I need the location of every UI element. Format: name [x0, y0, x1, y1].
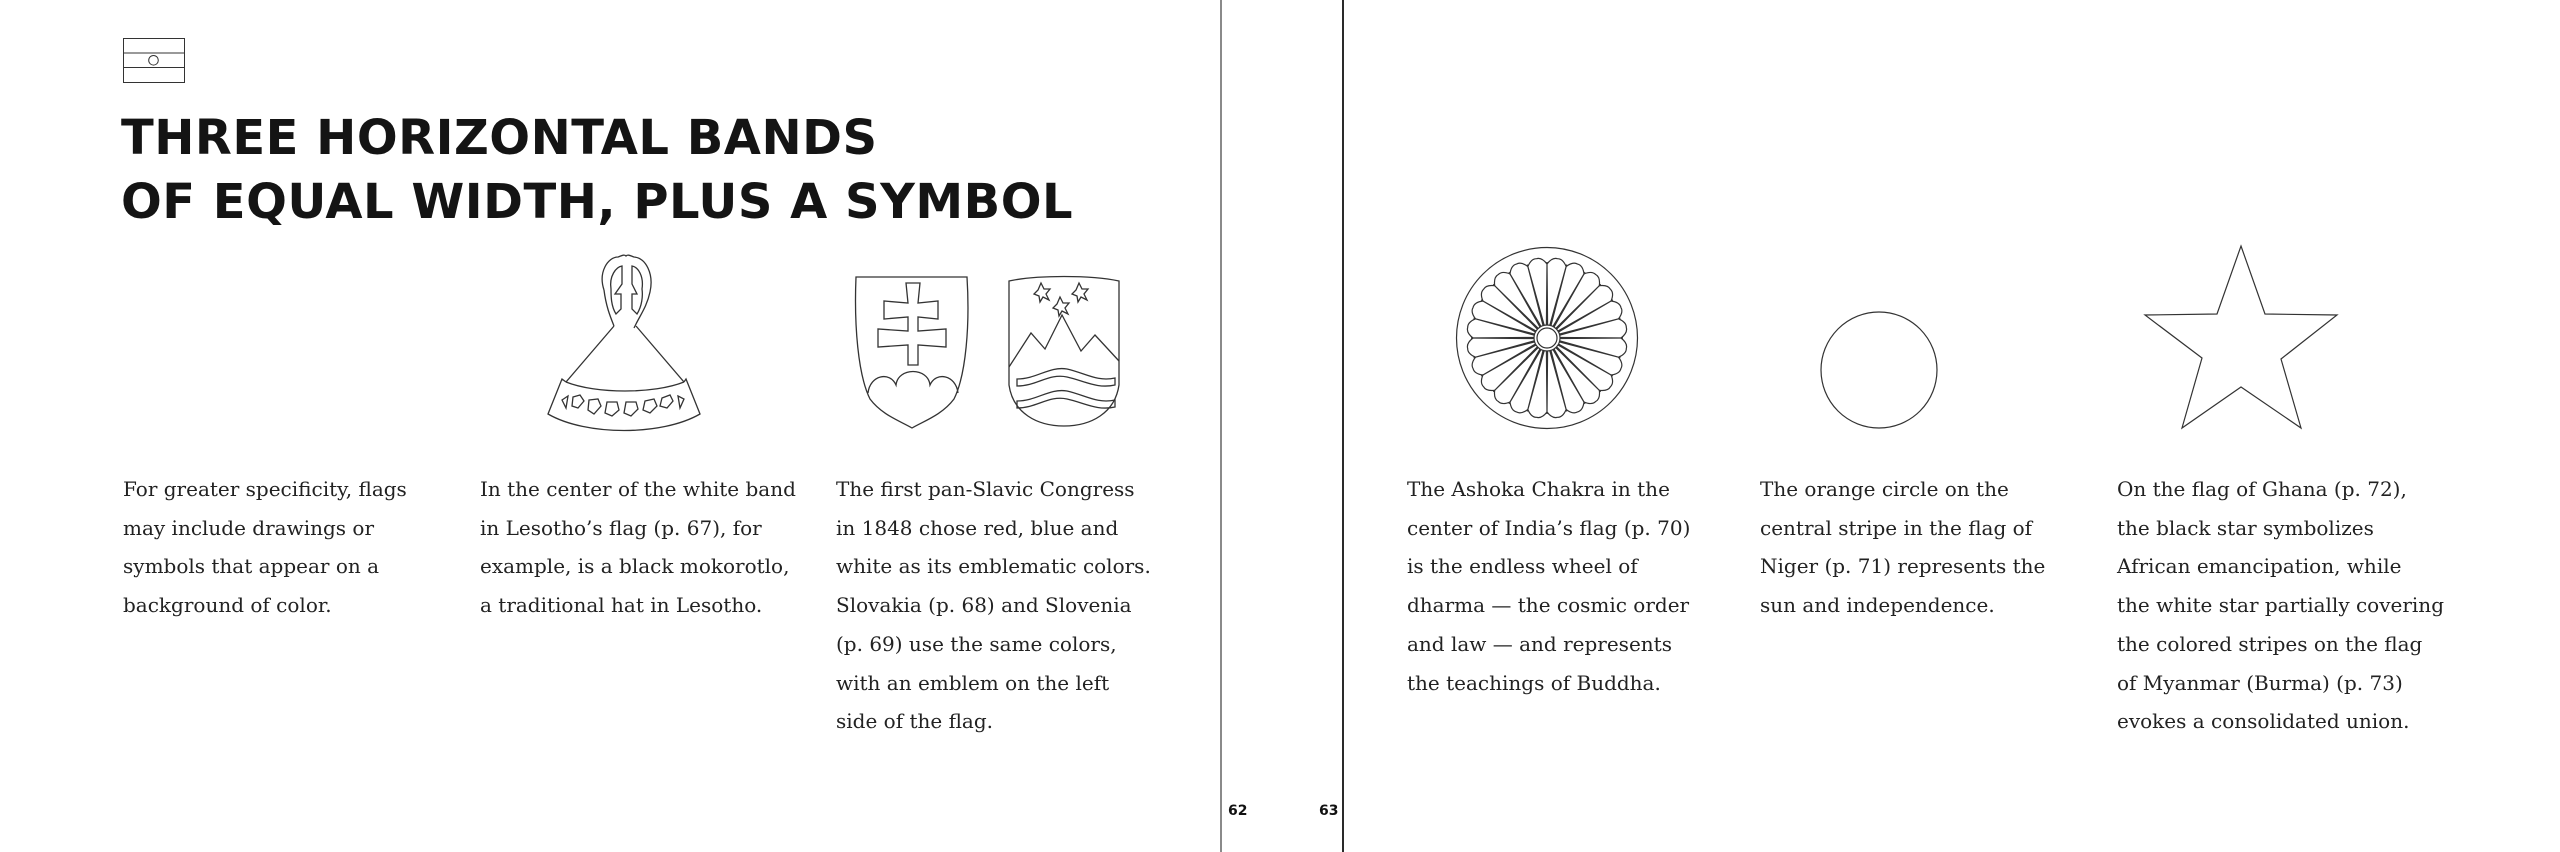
- text-line: In the center of the white band: [480, 477, 796, 501]
- text-line: dharma — the cosmic order: [1407, 593, 1690, 618]
- text-line: with an emblem on the left: [836, 670, 1110, 695]
- text-line: On the flag of Ghana (p. 72),: [2117, 477, 2407, 501]
- page-number-left: 62: [1228, 803, 1248, 819]
- star-icon: [2140, 240, 2340, 432]
- text-line: African emancipation, while: [2117, 554, 2402, 579]
- three-band-flag-with-circle-icon: [123, 38, 185, 83]
- circle-icon: [1820, 311, 1938, 429]
- text-line: sun and independence.: [1760, 593, 1995, 618]
- text-line: The orange circle on the: [1760, 477, 2009, 501]
- text-column-2: [480, 470, 815, 625]
- text-line: (p. 69) use the same colors,: [836, 631, 1117, 656]
- text-line: central stripe in the flag of: [1760, 515, 2033, 540]
- slovakia-coat-of-arms-icon: [854, 275, 970, 430]
- lesotho-mokorotlo-icon: [546, 254, 702, 434]
- text-line: of Myanmar (Burma) (p. 73): [2117, 670, 2403, 695]
- text-line: in Lesotho’s flag (p. 67), for: [480, 515, 762, 540]
- text-line: Slovakia (p. 68) and Slovenia: [836, 593, 1132, 618]
- text-line: the black star symbolizes: [2117, 515, 2374, 540]
- text-line: center of India’s flag (p. 70): [1407, 515, 1691, 540]
- text-line: and law — and represents: [1407, 631, 1672, 656]
- text-line: For greater specificity, flags: [123, 477, 407, 501]
- text-column-1: [123, 470, 458, 625]
- text-line: may include drawings or: [123, 515, 375, 540]
- title-line-1: THREE HORIZONTAL BANDS: [121, 110, 878, 166]
- page-title: [121, 106, 1073, 234]
- text-line: the white star partially covering: [2117, 593, 2444, 618]
- text-line: background of color.: [123, 593, 332, 618]
- text-line: the colored stripes on the flag: [2117, 631, 2423, 656]
- text-column-5: [1760, 470, 2095, 625]
- text-line: The first pan-Slavic Congress: [836, 477, 1135, 501]
- text-line: the teachings of Buddha.: [1407, 670, 1661, 695]
- page-number-right: 63: [1319, 803, 1339, 819]
- text-column-6: [2117, 470, 2452, 741]
- text-line: Niger (p. 71) represents the: [1760, 554, 2046, 579]
- text-line: evokes a consolidated union.: [2117, 709, 2410, 734]
- left-page-edge: [1220, 0, 1222, 852]
- title-line-2: OF EQUAL WIDTH, PLUS A SYMBOL: [121, 174, 1074, 230]
- text-line: white as its emblematic colors.: [836, 554, 1151, 579]
- text-column-4: [1407, 470, 1742, 702]
- text-line: is the endless wheel of: [1407, 554, 1638, 579]
- text-column-3: [836, 470, 1171, 741]
- text-line: symbols that appear on a: [123, 554, 380, 579]
- ashoka-chakra-icon: [1455, 246, 1639, 430]
- text-line: in 1848 chose red, blue and: [836, 515, 1119, 540]
- text-line: a traditional hat in Lesotho.: [480, 593, 763, 618]
- right-page-edge: [1342, 0, 1344, 852]
- slovenia-coat-of-arms-icon: [1007, 273, 1121, 429]
- text-line: The Ashoka Chakra in the: [1407, 477, 1670, 501]
- text-line: example, is a black mokorotlo,: [480, 554, 790, 579]
- text-line: side of the flag.: [836, 709, 993, 734]
